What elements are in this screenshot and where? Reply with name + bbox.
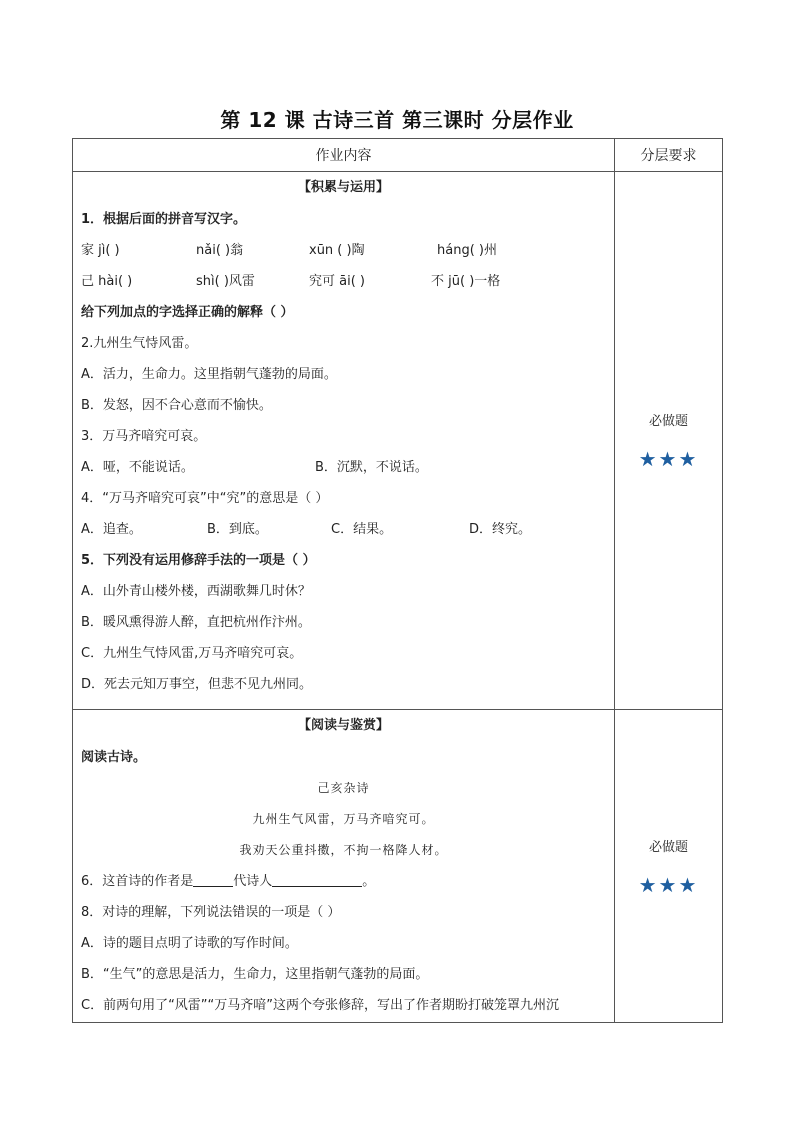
question-5-option-b: B．暖风熏得游人醉，直把杭州作汴州。 bbox=[81, 615, 311, 630]
question-2: 2.九州生气恃风雷。 bbox=[81, 336, 198, 351]
pinyin-item: háng( )州 bbox=[437, 243, 497, 258]
section1-content bbox=[73, 172, 615, 710]
pinyin-item: xūn ( )陶 bbox=[309, 243, 365, 258]
reading-intro: 阅读古诗。 bbox=[81, 750, 147, 765]
poem-title: 己亥杂诗 bbox=[317, 781, 370, 795]
table-header-row bbox=[73, 139, 723, 172]
section1-heading: 【积累与运用】 bbox=[297, 180, 389, 195]
poem-line-2: 我劝天公重抖擞，不拘一格降人材。 bbox=[239, 843, 448, 857]
question-8-option-c: C．前两句用了“风雷”“万马齐喑”这两个夸张修辞，写出了作者期盼打破笼罩九州沉 bbox=[81, 998, 560, 1013]
pinyin-row-1 bbox=[81, 235, 606, 266]
pinyin-row-2 bbox=[81, 266, 606, 297]
star-rating-icon: ★★★ bbox=[638, 447, 699, 471]
pinyin-item: 己 hài( ) bbox=[81, 274, 133, 289]
option-c: C．结果。 bbox=[331, 522, 393, 537]
poem-line-1: 九州生气风雷，万马齐喑究可。 bbox=[252, 812, 435, 826]
question-5-option-a: A．山外青山楼外楼，西湖歌舞几时休？ bbox=[81, 584, 311, 599]
answer-blank[interactable] bbox=[193, 872, 233, 887]
pinyin-item: 不 jū( )一格 bbox=[431, 274, 501, 289]
option-d: D．终究。 bbox=[469, 522, 532, 537]
homework-table bbox=[72, 138, 723, 1023]
answer-blank[interactable] bbox=[272, 872, 362, 887]
question-4: 4．“万马齐喑究可哀”中“究”的意思是（ ） bbox=[81, 491, 329, 506]
section2-content bbox=[73, 710, 615, 1023]
question-3: 3．万马齐喑究可哀。 bbox=[81, 429, 207, 444]
star-rating-icon: ★★★ bbox=[638, 872, 699, 897]
section2-heading: 【阅读与鉴赏】 bbox=[297, 718, 389, 733]
section-row-accumulation bbox=[73, 172, 723, 710]
required-label: 必做题 bbox=[648, 839, 688, 855]
question-2-option-a: A．活力，生命力。这里指朝气蓬勃的局面。 bbox=[81, 367, 337, 382]
pinyin-item: nǎi( )翁 bbox=[196, 243, 244, 258]
question-3-options bbox=[81, 452, 606, 483]
section1-level bbox=[615, 172, 723, 710]
question-5-option-d: D．死去元知万事空，但悲不见九州同。 bbox=[81, 677, 313, 692]
option-b: B．到底。 bbox=[207, 522, 268, 537]
option-a: A．追查。 bbox=[81, 522, 142, 537]
level-column-header: 分层要求 bbox=[615, 139, 723, 172]
instruction: 给下列加点的字选择正确的解释（ ） bbox=[81, 305, 294, 320]
pinyin-item: shì( )风雷 bbox=[196, 274, 255, 289]
question-5: 5．下列没有运用修辞手法的一项是（ ） bbox=[81, 553, 316, 568]
question-4-options bbox=[81, 514, 606, 545]
question-8: 8．对诗的理解，下列说法错误的一项是（ ） bbox=[81, 905, 341, 920]
question-8-option-a: A．诗的题目点明了诗歌的写作时间。 bbox=[81, 936, 298, 951]
question-6: 6．这首诗的作者是 代诗人 。 bbox=[81, 874, 376, 889]
question-2-option-b: B．发怒，因不合心意而不愉快。 bbox=[81, 398, 272, 413]
option-a: A．哑，不能说话。 bbox=[81, 460, 194, 475]
question-1: 1．根据后面的拼音写汉字。 bbox=[81, 212, 247, 227]
page-title: 第 12 课 古诗三首 第三课时 分层作业 bbox=[220, 108, 574, 132]
pinyin-item: 究可 āi( ) bbox=[309, 274, 365, 289]
option-b: B．沉默，不说话。 bbox=[315, 460, 428, 475]
pinyin-item: 家 jì( ) bbox=[81, 243, 120, 258]
question-8-option-b: B．“生气”的意思是活力，生命力，这里指朝气蓬勃的局面。 bbox=[81, 967, 429, 982]
required-label: 必做题 bbox=[648, 414, 688, 429]
question-5-option-c: C．九州生气恃风雷,万马齐喑究可哀。 bbox=[81, 646, 303, 661]
section-row-reading bbox=[73, 710, 723, 1023]
content-column-header: 作业内容 bbox=[73, 139, 615, 172]
section2-level bbox=[615, 710, 723, 1023]
